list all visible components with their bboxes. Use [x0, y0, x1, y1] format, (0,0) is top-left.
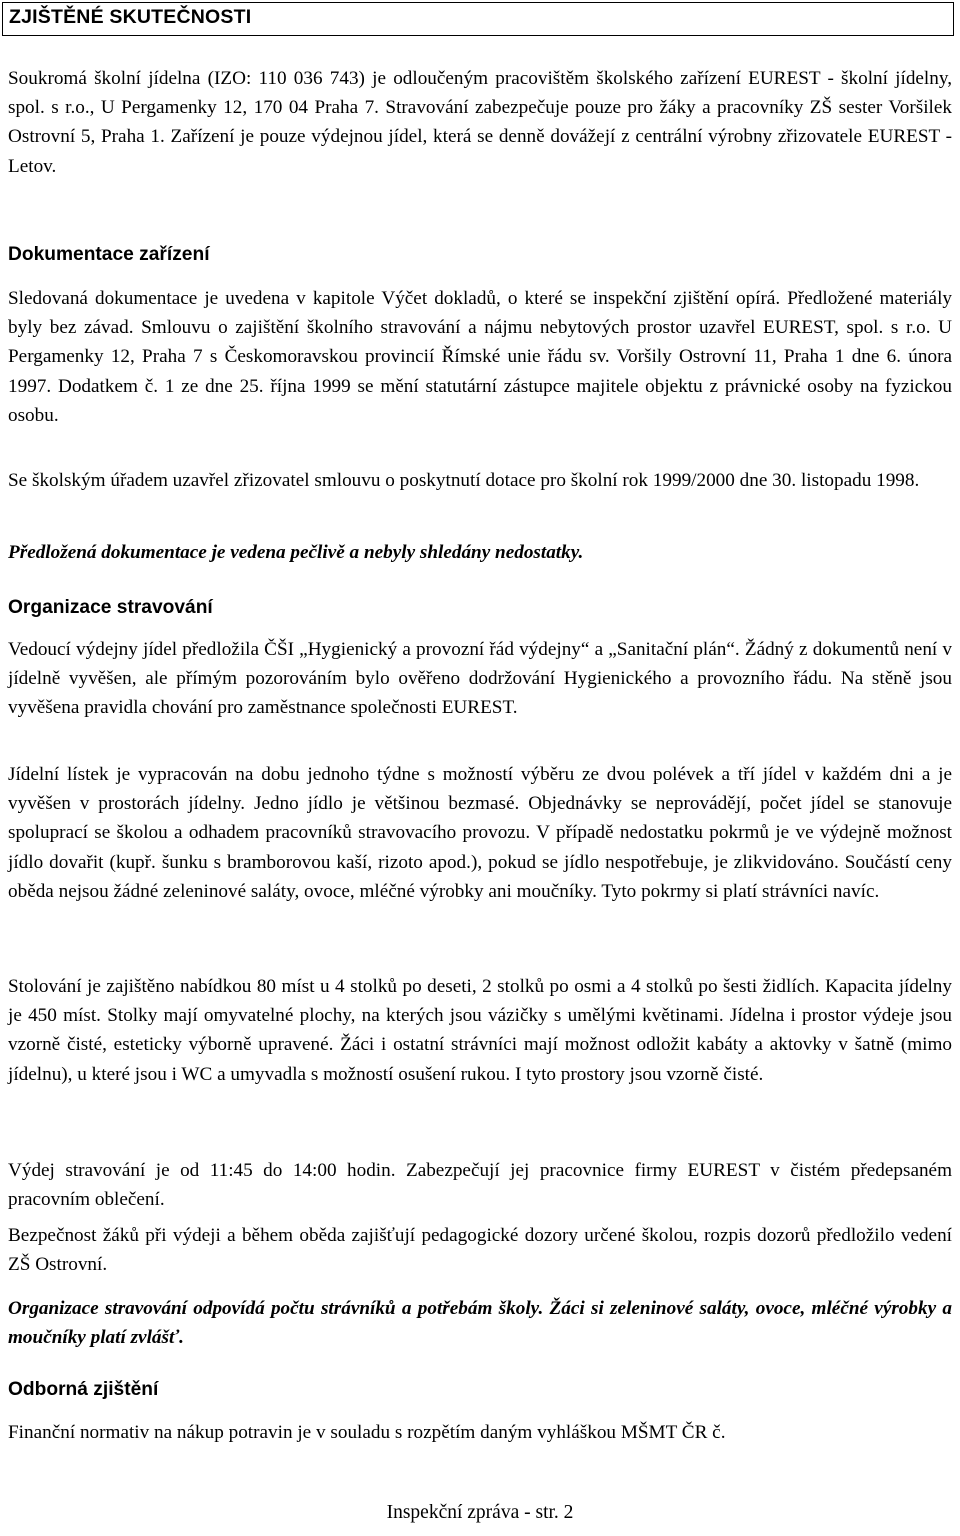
section-title: ZJIŠTĚNÉ SKUTEČNOSTI — [9, 6, 252, 28]
organizace-paragraph-1: Vedoucí výdejny jídel předložila ČŠI „Hygienický a provozní řád výdejny“ a „Sanitační plán“. Žádný z dokumentů není v jídelně vyvěšen, ale přímým pozorováním bylo ověřeno dodržování Hygienického a provozního řádu. Na stěně jsou vyvěšena pravidla chování pro zaměstnance společnosti EUREST. — [8, 639, 952, 719]
page-footer: Inspekční zpráva - str. 2 — [386, 1502, 574, 1523]
organizace-paragraph-4: Výdej stravování je od 11:45 do 14:00 hodin. Zabezpečují jej pracovnice firmy EUREST v čistém předepsaném pracovním oblečení. — [8, 1160, 952, 1211]
heading-organizace: Organizace stravování — [8, 597, 213, 618]
organizace-paragraph-2: Jídelní lístek je vypracován na dobu jednoho týdne s možností výběru ze dvou polévek a tří jídel v každém dni a je vyvěšen v prostorách jídelny. Jedno jídlo je většinou bezmasé. Objednávky se neprovádějí, počet jídel se stanovuje spoluprací se školou a odhadem pracovníků stravovacího provozu. V případě nedostatku pokrmů je ve výdejně možnost jídlo dovařit (kupř. šunku s bramborovou kaší, rizoto apod.), pokud se jídlo nespotřebuje, je zlikvidováno. Součástí ceny oběda nejsou žádné zeleninové saláty, ovoce, mléčné výrobky ani moučníky. Tyto pokrmy si platí strávníci navíc. — [8, 764, 952, 902]
intro-paragraph: Soukromá školní jídelna (IZO: 110 036 743) je odloučeným pracovištěm školského zařízení EUREST - školní jídelny, spol. s r.o., U Pergamenky 12, 170 04 Praha 7. Stravování zabezpečuje pouze pro žáky a pracovníky ZŠ sester Voršilek Ostrovní 5, Praha 1. Zařízení je pouze výdejnou jídel, která se denně dovážejí z centrální výrobny zřizovatele EUREST - Letov. — [8, 68, 952, 177]
organizace-conclusion: Organizace stravování odpovídá počtu strávníků a potřebám školy. Žáci si zeleninové saláty, ovoce, mléčné výrobky a moučníky platí zvlášť. — [8, 1298, 952, 1349]
organizace-paragraph-5: Bezpečnost žáků při výdeji a během oběda zajišťují pedagogické dozory určené školou, rozpis dozorů předložilo vedení ZŠ Ostrovní. — [8, 1225, 952, 1276]
dokumentace-paragraph-1: Sledovaná dokumentace je uvedena v kapitole Výčet dokladů, o které se inspekční zjištění opírá. Předložené materiály byly bez závad. Smlouvu o zajištění školního stravování a nájmu nebytových prostor uzavřel EUREST, spol. s r.o. U Pergamenky 12, Praha 7 s Českomoravskou provincií Římské unie řádu sv. Voršily Ostrovní 11, Praha 1 dne 6. února 1997. Dodatkem č. 1 ze dne 25. října 1999 se mění statutární zástupce majitele objektu z právnické osoby na fyzickou osobu. — [8, 288, 952, 426]
dokumentace-paragraph-2: Se školským úřadem uzavřel zřizovatel smlouvu o poskytnutí dotace pro školní rok 1999/2000 dne 30. listopadu 1998. — [8, 470, 920, 491]
dokumentace-conclusion: Předložená dokumentace je vedena pečlivě a nebyly shledány nedostatky. — [8, 542, 584, 563]
section-title-box — [2, 2, 954, 36]
heading-dokumentace: Dokumentace zařízení — [8, 244, 210, 265]
organizace-paragraph-3: Stolování je zajištěno nabídkou 80 míst u 4 stolků po deseti, 2 stolků po osmi a 4 stolků po šesti židlích. Kapacita jídelny je 450 míst. Stolky mají omyvatelné plochy, na kterých jsou vázičky s umělými květinami. Jídelna i prostor výdeje jsou vzorně čisté, esteticky výborně upravené. Žáci i ostatní strávníci mají možnost odložit kabáty a aktovky v šatně (mimo jídelnu), u které jsou i WC a umyvadla s možností osušení rukou. I tyto prostory jsou vzorně čisté. — [8, 976, 952, 1085]
heading-odborna-zjisteni: Odborná zjištění — [8, 1379, 159, 1400]
odborna-paragraph-1: Finanční normativ na nákup potravin je v souladu s rozpětím daným vyhláškou MŠMT ČR č. — [8, 1422, 726, 1443]
